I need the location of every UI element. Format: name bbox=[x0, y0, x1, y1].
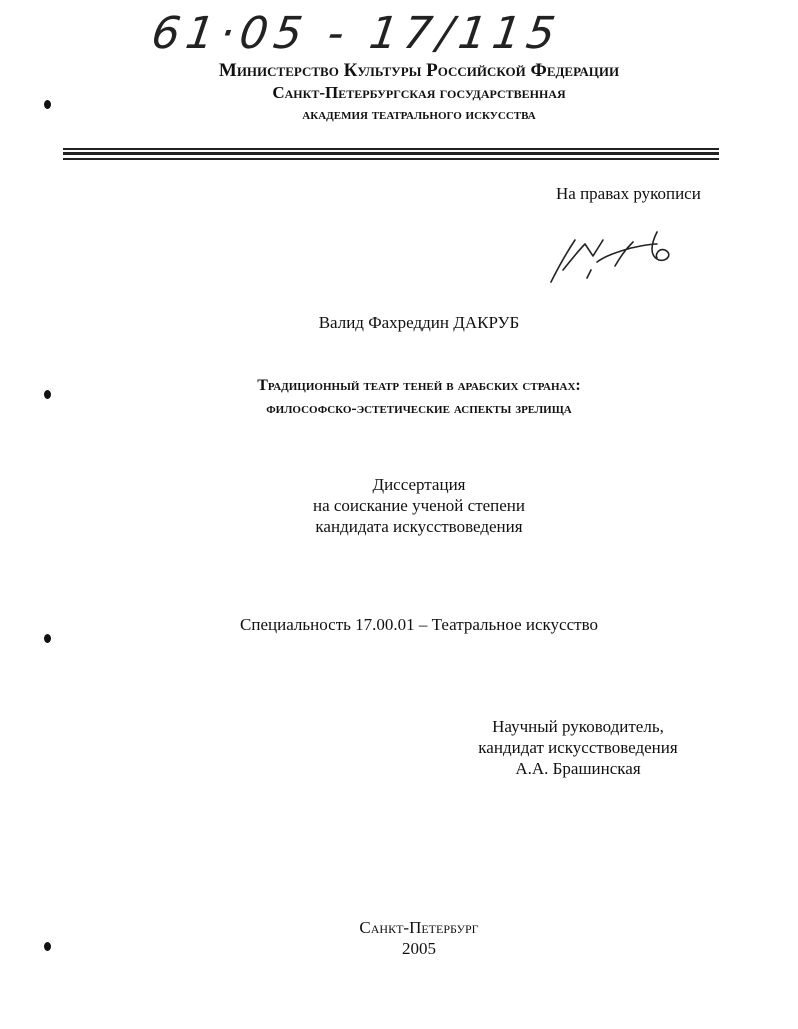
manuscript-rights-note: На правах рукописи bbox=[556, 184, 701, 203]
binding-hole-mark bbox=[44, 100, 51, 109]
specialty-line: Специальность 17.00.01 – Театральное искусство bbox=[240, 615, 598, 634]
degree-statement bbox=[0, 474, 798, 537]
author-name: Валид Фахреддин ДАКРУБ bbox=[318, 313, 520, 332]
binding-hole-mark bbox=[44, 390, 51, 399]
handwritten-archive-number: 61·05 - 17/115 bbox=[148, 8, 565, 59]
place-and-year bbox=[0, 917, 798, 959]
degree-line-2: на соискание ученой степени bbox=[312, 496, 526, 515]
academy-line-1: Санкт-Петербургская государственная bbox=[272, 83, 566, 102]
title-line-2: философско-эстетические аспекты зрелища bbox=[266, 400, 572, 417]
supervisor-block bbox=[472, 716, 684, 779]
title-line-1: Традиционный театр теней в арабских странах: bbox=[257, 377, 581, 394]
academy-line-2: академия театрального искусства bbox=[302, 107, 536, 123]
binding-hole-mark bbox=[44, 634, 51, 643]
supervisor-line-2: кандидат искусствоведения bbox=[478, 738, 678, 757]
ministry-line: Министерство Культуры Российской Федерации bbox=[218, 60, 620, 81]
supervisor-name: А.А. Брашинская bbox=[515, 759, 641, 778]
institution-header bbox=[0, 60, 798, 126]
supervisor-line-1: Научный руководитель, bbox=[492, 717, 664, 736]
degree-line-3: кандидата искусствоведения bbox=[315, 517, 523, 536]
year: 2005 bbox=[402, 939, 436, 958]
dissertation-title bbox=[0, 374, 798, 420]
header-divider bbox=[63, 148, 719, 162]
degree-line-1: Диссертация bbox=[372, 475, 466, 494]
binding-hole-mark bbox=[44, 942, 51, 951]
author-signature bbox=[545, 226, 685, 288]
city-name: Санкт-Петербург bbox=[359, 918, 479, 937]
